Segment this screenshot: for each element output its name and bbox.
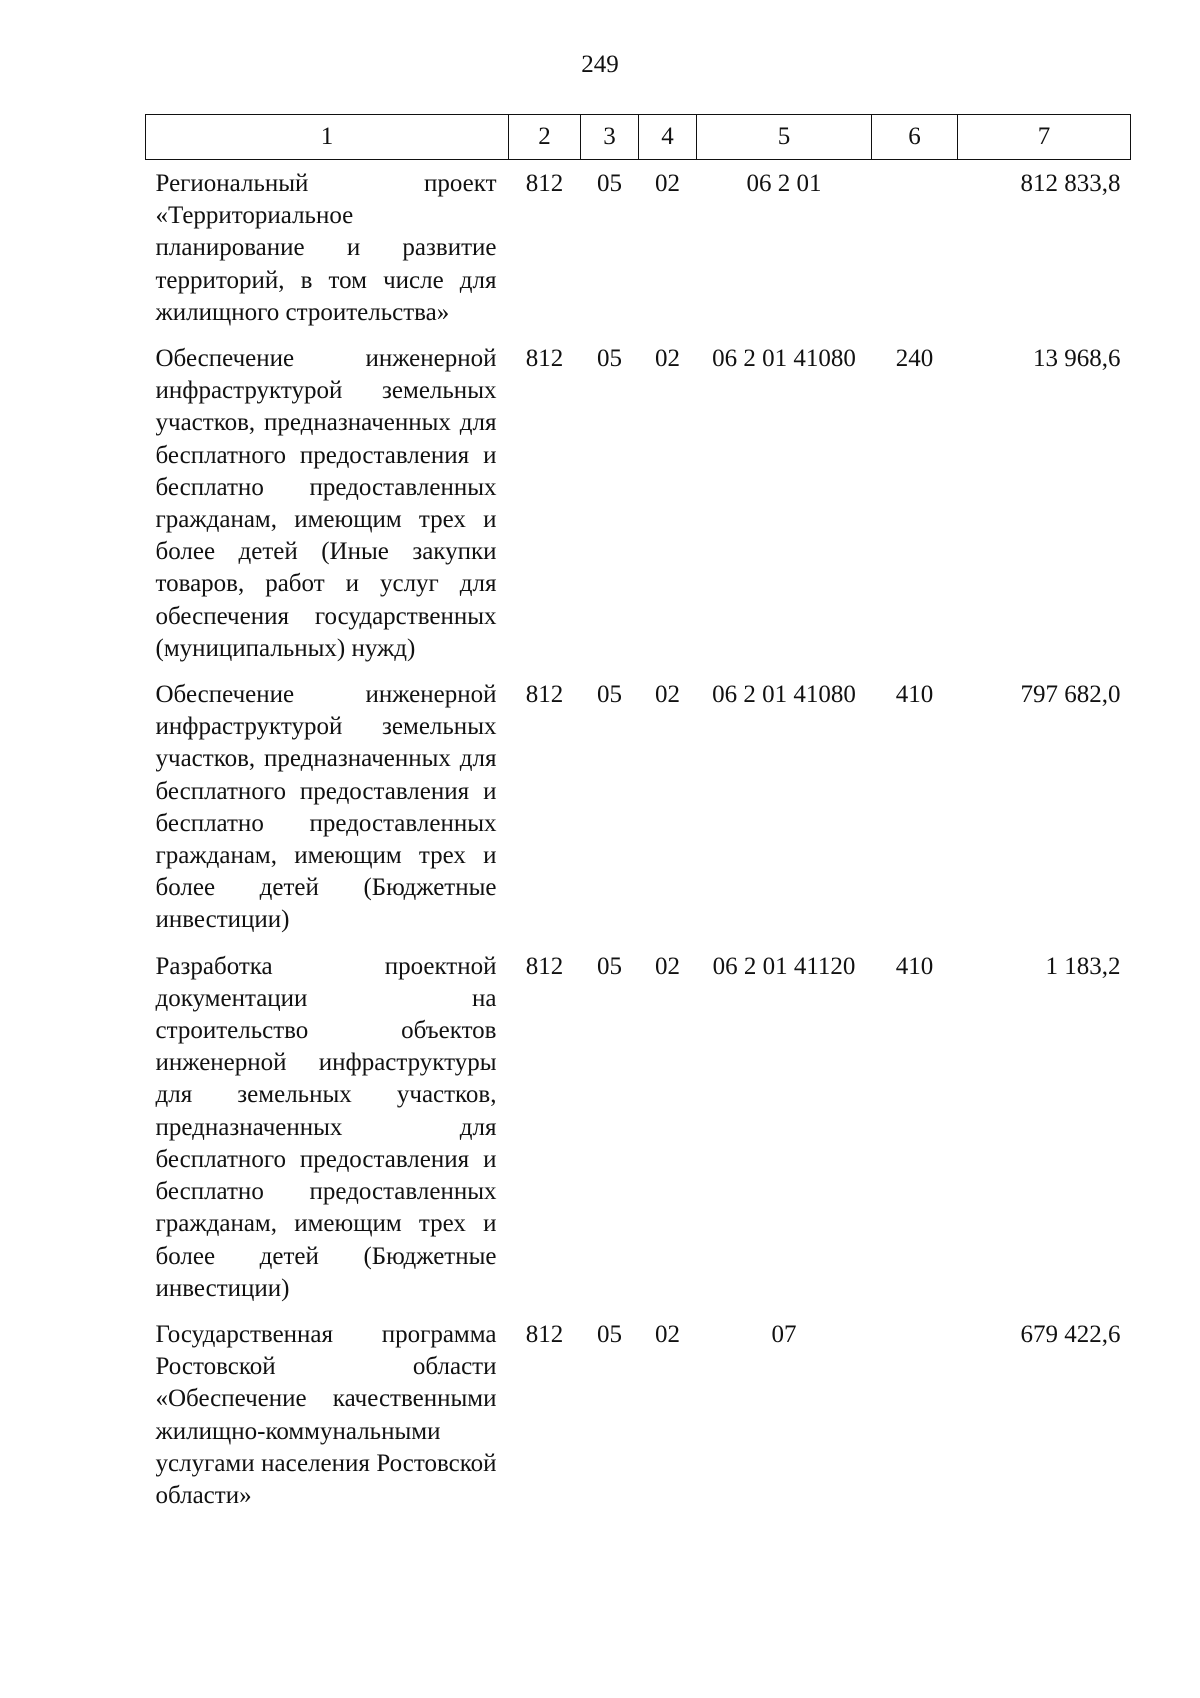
row-ministry-code: 812 — [525, 345, 564, 373]
row-subsection-code: 02 — [655, 170, 680, 197]
row-amount: 13 968,6 — [1033, 345, 1121, 373]
column-header: 4 — [639, 115, 697, 160]
row-amount: 679 422,6 — [1020, 1320, 1121, 1348]
table-row — [146, 951, 1131, 1319]
row-section-code: 05 — [597, 952, 622, 980]
row-ministry-code: 812 — [525, 681, 564, 709]
row-description — [146, 679, 509, 951]
row-ministry-code: 812 — [525, 1320, 564, 1348]
row-expense-type — [872, 160, 958, 344]
row-expense-type: 410 — [895, 681, 934, 709]
column-header: 7 — [958, 115, 1131, 160]
table-row — [146, 160, 1131, 344]
row-description-text: Обеспечение инженерной инфраструктурой земельных участков, предназначенных для бесплатного предоставления и бесплатно предоставленных гражданам, имеющим трех и более детей (Бюджетные инвестиции) — [155, 681, 497, 934]
row-ministry-code: 812 — [525, 170, 564, 197]
row-section-code: 05 — [597, 1320, 622, 1348]
row-section-code: 05 — [597, 681, 622, 709]
row-expense-type: 240 — [895, 345, 934, 373]
row-target-article: 06 2 01 — [746, 170, 822, 197]
row-amount: 812 833,8 — [1020, 170, 1121, 197]
row-target-article: 06 2 01 41080 — [712, 345, 856, 373]
row-description-text: Разработка проектной документации на строительство объектов инженерной инфраструктуры для земельных участков, предназначенных для бесплатного предоставления и бесплатно предоставленных гражданам, имеющим трех и более детей (Бюджетные инвестиции) — [155, 952, 497, 1302]
row-expense-type — [872, 1319, 958, 1526]
row-subsection-code: 02 — [655, 345, 680, 373]
row-expense-type: 410 — [895, 952, 934, 980]
row-description — [146, 951, 509, 1319]
row-amount: 797 682,0 — [1020, 681, 1121, 709]
row-description-text: Государственная программа Ростовской области «Обеспечение качественными жилищно-коммунальными услугами населения Ростовской области» — [155, 1320, 497, 1509]
row-ministry-code: 812 — [525, 952, 564, 980]
column-header: 1 — [146, 115, 509, 160]
table-row — [146, 679, 1131, 951]
row-description-text: Региональный проект «Территориальное планирование и развитие территорий, в том числе для жилищного строительства» — [155, 170, 497, 326]
budget-table — [145, 114, 1131, 1526]
row-description — [146, 1319, 509, 1526]
row-subsection-code: 02 — [655, 1320, 680, 1348]
row-section-code: 05 — [597, 345, 622, 373]
row-target-article: 06 2 01 41120 — [712, 952, 856, 980]
row-subsection-code: 02 — [655, 952, 680, 980]
page-number: 249 — [581, 51, 619, 78]
column-header: 6 — [872, 115, 958, 160]
table-header-row — [146, 115, 1131, 160]
table-row — [146, 343, 1131, 679]
row-amount: 1 183,2 — [1045, 952, 1121, 980]
table-row — [146, 1319, 1131, 1526]
column-header: 2 — [509, 115, 581, 160]
row-description — [146, 160, 509, 344]
row-description — [146, 343, 509, 679]
row-description-text: Обеспечение инженерной инфраструктурой земельных участков, предназначенных для бесплатного предоставления и бесплатно предоставленных гражданам, имеющим трех и более детей (Иные закупки товаров, работ и услуг для обеспечения государственных (муниципальных) нужд) — [155, 345, 497, 662]
column-header: 5 — [697, 115, 872, 160]
row-subsection-code: 02 — [655, 681, 680, 709]
column-header: 3 — [581, 115, 639, 160]
row-section-code: 05 — [597, 170, 622, 197]
row-target-article: 07 — [771, 1320, 797, 1348]
row-target-article: 06 2 01 41080 — [712, 681, 856, 709]
